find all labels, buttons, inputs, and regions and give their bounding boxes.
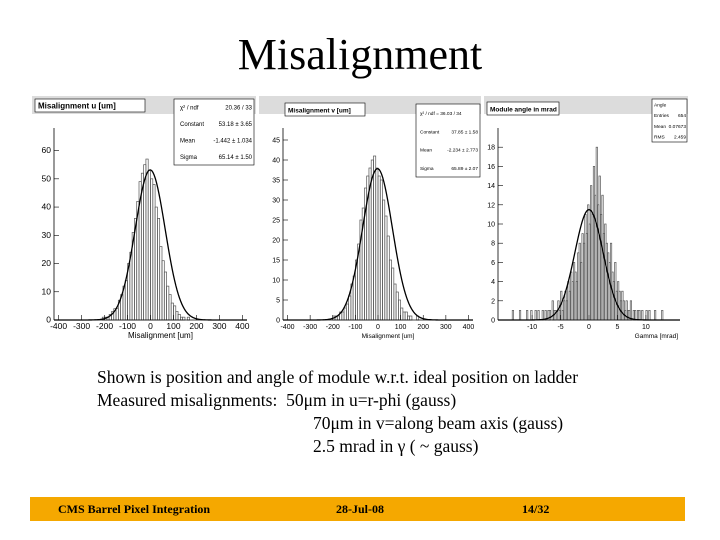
- y-tick-label: 45: [272, 137, 280, 145]
- stats-value: 0.07673: [668, 124, 686, 130]
- y-tick-label: 40: [272, 157, 280, 165]
- y-tick-label: 20: [41, 258, 51, 269]
- y-tick-label: 35: [272, 177, 280, 185]
- histogram-u-plot: [32, 96, 256, 343]
- x-tick-label: 100: [394, 324, 407, 331]
- histogram-title: Module angle in mrad: [490, 106, 557, 114]
- text-line-4: 2.5 mrad in γ ( ~ gauss): [313, 436, 479, 456]
- stats-label: χ² / ndf: [180, 105, 199, 112]
- histogram-v-plot: [259, 96, 481, 343]
- x-tick-label: 200: [417, 324, 430, 331]
- stats-label: RMS: [654, 135, 665, 141]
- y-tick-label: 0: [46, 314, 51, 325]
- x-axis-label: Misalignment [um]: [361, 333, 415, 340]
- stats-value: 654: [677, 114, 686, 120]
- histogram-title: Misalignment u [um]: [38, 101, 116, 111]
- x-tick-label: 0: [148, 321, 153, 331]
- y-tick-label: 18: [487, 144, 495, 152]
- y-tick-label: 30: [272, 197, 280, 205]
- x-tick-label: 10: [641, 324, 650, 331]
- y-tick-label: 2: [491, 298, 495, 306]
- stats-label: Mean: [420, 148, 432, 154]
- stats-value: 2.459: [673, 135, 686, 141]
- x-tick-label: -200: [96, 321, 114, 331]
- y-tick-label: 6: [491, 259, 495, 267]
- footer-left: CMS Barrel Pixel Integration: [58, 502, 211, 516]
- y-tick-label: 10: [272, 277, 280, 285]
- stats-value: -1.442 ± 1.034: [213, 138, 252, 145]
- stats-value: 20.36 / 33: [225, 105, 252, 112]
- text-line-3: 70μm in v=along beam axis (gauss): [313, 413, 564, 433]
- histogram-panel-u: [32, 96, 256, 343]
- x-tick-label: 400: [462, 324, 475, 331]
- x-tick-label: -300: [73, 321, 91, 331]
- histogram-angle-plot: [484, 96, 688, 343]
- y-tick-label: 8: [491, 240, 495, 248]
- y-tick-label: 10: [487, 221, 495, 229]
- stats-label: Sigma: [180, 154, 198, 161]
- stats-label: Mean: [654, 124, 666, 130]
- histogram-panel-angle: [484, 96, 688, 343]
- y-tick-label: 10: [41, 286, 51, 297]
- x-tick-label: 300: [440, 324, 452, 331]
- stats-label: Sigma: [420, 166, 434, 172]
- y-tick-label: 60: [41, 145, 51, 156]
- y-tick-label: 0: [491, 317, 495, 325]
- stats-value: 53.18 ± 3.65: [218, 121, 252, 128]
- x-tick-label: 0: [376, 324, 380, 331]
- footer-date: 28-Jul-08: [336, 502, 384, 516]
- y-tick-label: 30: [41, 229, 51, 240]
- x-tick-label: -200: [325, 324, 340, 331]
- y-tick-label: 15: [272, 257, 280, 265]
- y-tick-label: 50: [41, 173, 51, 184]
- y-tick-label: 25: [272, 217, 280, 225]
- x-tick-label: -100: [119, 321, 137, 331]
- stats-label: Constant: [180, 121, 205, 128]
- x-tick-label: -100: [348, 324, 363, 331]
- x-tick-label: 100: [166, 321, 181, 331]
- stats-label: Constant: [420, 130, 440, 136]
- y-tick-label: 40: [41, 201, 51, 212]
- histogram-title: Misalignment v [um]: [288, 107, 351, 115]
- stats-value: 65.14 ± 1.50: [218, 154, 252, 161]
- stats-value: -2.234 ± 2.773: [447, 148, 478, 154]
- y-tick-label: 16: [487, 163, 495, 171]
- y-tick-label: 5: [276, 297, 280, 305]
- x-tick-label: 200: [189, 321, 204, 331]
- x-axis-label: Gamma [mrad]: [634, 333, 678, 340]
- slide-title: Misalignment: [237, 30, 483, 79]
- x-tick-label: -400: [280, 324, 295, 331]
- stats-label: Entries: [654, 114, 669, 120]
- y-tick-label: 20: [272, 237, 280, 245]
- y-tick-label: 0: [276, 317, 280, 325]
- x-tick-label: 5: [615, 324, 620, 331]
- x-tick-label: -400: [50, 321, 68, 331]
- footer-bar: [30, 497, 685, 521]
- x-axis-label: Misalignment [um]: [128, 331, 193, 340]
- stats-label: Mean: [180, 138, 196, 145]
- body-text: [97, 366, 578, 458]
- x-tick-label: 300: [212, 321, 227, 331]
- histogram-panel-v: [259, 96, 481, 343]
- x-tick-label: -5: [557, 324, 564, 331]
- x-tick-label: -10: [527, 324, 538, 331]
- stats-label: χ² / ndf = 36.03 / 34: [420, 112, 462, 118]
- x-tick-label: 400: [235, 321, 250, 331]
- text-line-2: Measured misalignments: 50μm in u=r-phi (gauss): [97, 390, 457, 410]
- stats-value: 37.85 ± 1.58: [451, 130, 478, 136]
- y-tick-label: 4: [491, 279, 495, 287]
- x-tick-label: -300: [303, 324, 318, 331]
- y-tick-label: 14: [487, 183, 495, 191]
- x-tick-label: 0: [587, 324, 591, 331]
- stats-value: 65.89 ± 2.07: [451, 166, 478, 172]
- text-line-1: Shown is position and angle of module w.r.t. ideal position on ladder: [97, 367, 579, 387]
- stats-label: Angle: [654, 103, 667, 109]
- y-tick-label: 12: [487, 202, 495, 210]
- footer-page: 14/32: [522, 502, 550, 516]
